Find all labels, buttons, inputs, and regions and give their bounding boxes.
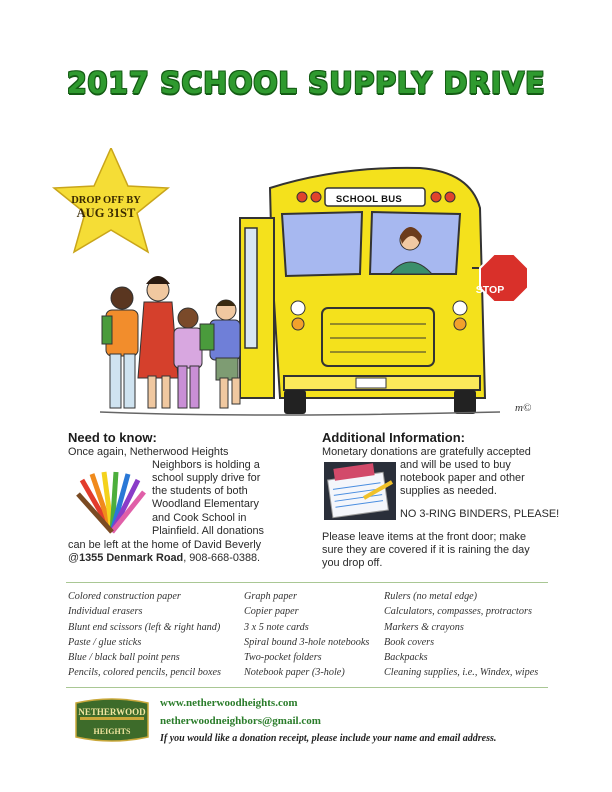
artist-mark: m© (515, 402, 532, 414)
need-line-4: the students of both (152, 485, 248, 497)
stop-sign-label: STOP (475, 284, 505, 296)
address-line (68, 552, 260, 565)
add-line-4: supplies as needed. (400, 485, 497, 497)
supply-item: Graph paper (244, 591, 297, 602)
supply-item: Calculators, compasses, protractors (384, 606, 532, 618)
page-title: 2017 SCHOOL SUPPLY DRIVE (66, 66, 546, 100)
supply-item: Individual erasers (68, 606, 143, 618)
need-line-6: and Cook School in (152, 512, 247, 524)
drop-off-star (64, 194, 148, 220)
supply-item: Cleaning supplies, i.e., Windex, wipes (384, 667, 539, 679)
phone: , 908-668-0388. (183, 552, 261, 564)
add-line-3: notebook paper and other (400, 472, 525, 484)
logo-text-bottom: HEIGHTS (93, 727, 131, 736)
children-group (102, 276, 240, 408)
add-line-2: and will be used to buy (400, 459, 511, 471)
email-link[interactable]: netherwoodneighbors@gmail.com (160, 715, 321, 727)
closing-line-2: sure they are covered if it is raining the day (322, 544, 530, 556)
supply-column-1 (68, 589, 221, 681)
notebook-icon (324, 462, 396, 520)
bus-sign-label: SCHOOL BUS (335, 194, 403, 205)
logo-text-top: NETHERWOOD (78, 707, 146, 717)
need-line-8: can be left at the home of David Beverly (68, 539, 262, 551)
star-line2: AUG 31ST (76, 206, 136, 220)
add-line-1: Monetary donations are gratefully accepted (322, 446, 531, 458)
supply-item: Markers & crayons (384, 621, 464, 633)
receipt-note: If you would like a donation receipt, please include your name and email address. (160, 733, 497, 744)
address-prefix: @ (68, 552, 80, 564)
need-line-7: Plainfield. All donations (152, 525, 265, 537)
colored-pencils-icon (76, 470, 148, 536)
supply-item: Pencils, colored pencils, pencil boxes (68, 667, 221, 679)
closing-line-3: you drop off. (322, 557, 383, 569)
address: 1355 Denmark Road (79, 552, 184, 564)
supply-item: Notebook paper (3-hole) (244, 667, 345, 679)
supply-item: Colored construction paper (68, 591, 181, 602)
supply-item: Copier paper (244, 606, 299, 618)
netherwood-heights-logo (72, 697, 152, 743)
no-binders-note: NO 3-RING BINDERS, PLEASE! (400, 508, 560, 520)
need-line-2: Neighbors is holding a (152, 459, 260, 471)
need-to-know-heading: Need to know: (68, 430, 157, 445)
supply-item: Two-pocket folders (244, 652, 322, 664)
supply-item: Blunt end scissors (left & right hand) (68, 621, 221, 633)
additional-info-heading: Additional Information: (322, 430, 465, 445)
need-line-1: Once again, Netherwood Heights (68, 446, 229, 458)
supply-column-3 (384, 589, 538, 681)
divider-top (66, 582, 548, 583)
supply-item: Backpacks (384, 652, 428, 664)
website-link[interactable]: www.netherwoodheights.com (160, 697, 298, 709)
star-line1: DROP OFF BY (71, 195, 141, 206)
divider-bottom (66, 687, 548, 688)
need-line-5: Woodland Elementary (152, 498, 259, 510)
supply-item: Rulers (no metal edge) (384, 591, 478, 602)
supply-item: Book covers (384, 636, 435, 648)
supply-item: Paste / glue sticks (68, 636, 142, 648)
supply-item: Spiral bound 3-hole notebooks (244, 636, 370, 648)
supply-item: Blue / black ball point pens (68, 652, 180, 664)
supply-item: 3 x 5 note cards (244, 621, 309, 633)
need-line-3: school supply drive for (152, 472, 261, 484)
supply-column-2 (244, 589, 369, 681)
closing-line-1: Please leave items at the front door; make (322, 531, 527, 543)
